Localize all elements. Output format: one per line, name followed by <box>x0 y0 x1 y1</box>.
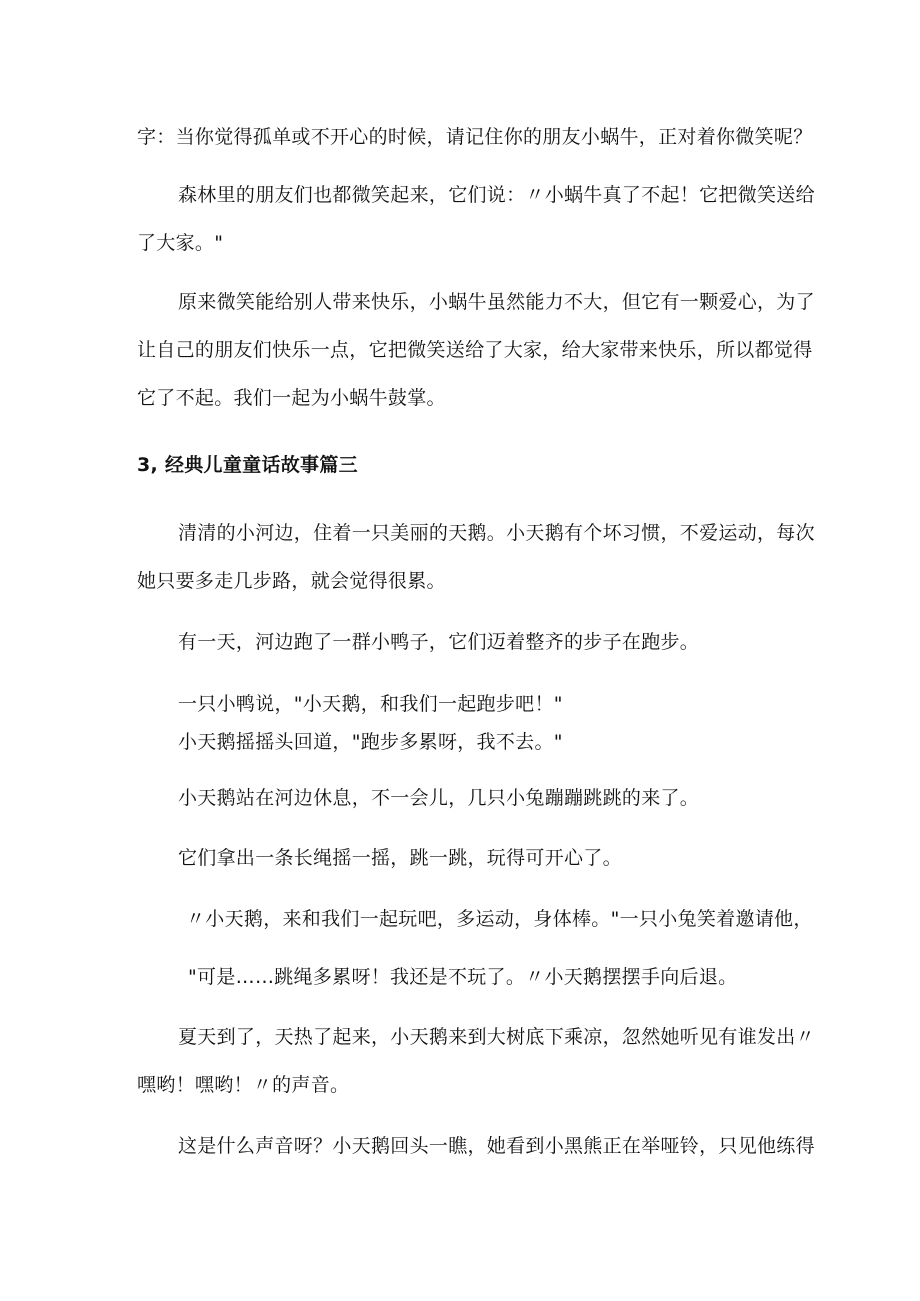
paragraph-line: 〃小天鹅，来和我们一起玩吧，多运动，身体棒。"一只小兔笑着邀请他， <box>186 908 813 930</box>
paragraph-line: "可是……跳绳多累呀！我还是不玩了。〃小天鹅摆摆手向后退。 <box>188 966 738 988</box>
paragraph-line: 小天鹅站在河边休息，不一会儿，几只小兔蹦蹦跳跳的来了。 <box>178 787 700 809</box>
paragraph-line: 她只要多走几步路，就会觉得很累。 <box>137 570 446 592</box>
paragraph-line: 它了不起。我们一起为小蜗牛鼓掌。 <box>137 387 446 409</box>
paragraph-line: 让自己的朋友们快乐一点，它把微笑送给了大家，给大家带来快乐，所以都觉得 <box>137 339 813 361</box>
paragraph-line: 原来微笑能给别人带来快乐，小蜗牛虽然能力不大，但它有一颗爱心，为了 <box>178 291 815 313</box>
paragraph-line: 小天鹅摇摇头回道，"跑步多累呀，我不去。" <box>178 731 563 753</box>
section-heading: 3, 经典儿童童话故事篇三 <box>137 454 358 476</box>
paragraph-line: 这是什么声音呀？小天鹅回头一瞧，她看到小黑熊正在举哑铃，只见他练得 <box>178 1135 815 1157</box>
paragraph-line: 它们拿出一条长绳摇一摇，跳一跳，玩得可开心了。 <box>178 847 622 869</box>
paragraph-line: 有一天，河边跑了一群小鸭子，它们迈着整齐的步子在跑步。 <box>178 631 700 653</box>
paragraph-line: 一只小鸭说，"小天鹅，和我们一起跑步吧！" <box>178 693 563 715</box>
paragraph-line: 清清的小河边，住着一只美丽的天鹅。小天鹅有个坏习惯，不爱运动，每次 <box>178 522 815 544</box>
paragraph-line: 字：当你觉得孤单或不开心的时候，请记住你的朋友小蜗牛，正对着你微笑呢？ <box>137 126 813 148</box>
paragraph-line: 夏天到了，天热了起来，小天鹅来到大树底下乘凉，忽然她听见有谁发出〃 <box>178 1026 815 1048</box>
paragraph-line: 森林里的朋友们也都微笑起来，它们说：〃小蜗牛真了不起！它把微笑送给 <box>178 184 815 206</box>
paragraph-line: 嘿哟！嘿哟！〃的声音。 <box>137 1074 350 1096</box>
paragraph-line: 了大家。" <box>137 232 224 254</box>
